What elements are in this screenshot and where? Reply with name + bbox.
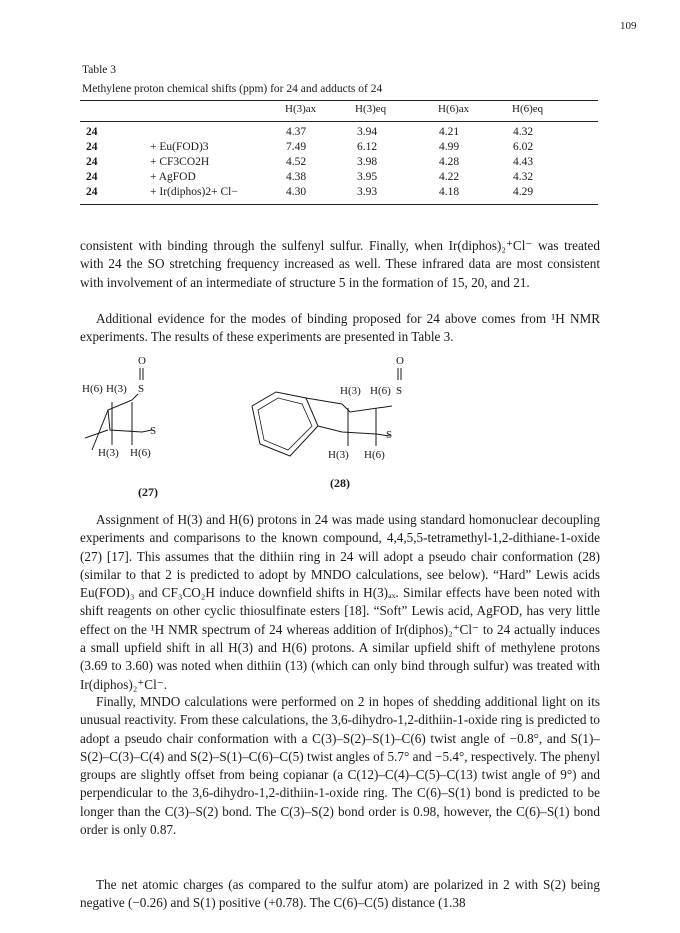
paragraph-mndo: Finally, MNDO calculations were performed on 2 in hopes of shedding additional light on its unusual reactivity. From these calculations, the 3,6-dihydro-1,2-dithiin-1-oxide ring is predicted to adopt a pseudo chair conformation with a C(3)–S(2)–S(1)–C(6) twist angle of −0.8°, and S(1)–S(2)–C(3)–C(4) and S(2)–S(1)–C(6)–C(5) twist angles of 5.7° and −5.4°, respectively. The phenyl groups are slightly offset from being copianar (a C(12)–C(4)–C(5)–C(13) twist angle of 9°) and perpendicular to the 3,6-dihydro-1,2-dithiin-1-oxide ring. The C(6)–S(1) bond is predicted to be longer than the C(3)–S(2) bond. The C(3)–S(2) bond order is 0.98, however, the C(6)–S(1) bond order is only 0.87. xyxy=(80,694,600,838)
value-cell: 4.30 xyxy=(286,186,307,198)
value-cell: 3.93 xyxy=(357,186,378,198)
value-cell: 3.95 xyxy=(357,171,378,183)
additive-cell: + Eu(FOD)3 xyxy=(150,141,209,153)
paragraph-binding: consistent with binding through the sulfenyl sulfur. Finally, when Ir(diphos)₂⁺Cl⁻ was treated with 24 the SO stretching frequency increased as well. These infrared data are most consistent with involvement of an intermediate of structure 5 in the formation of 15, 20, and 21. xyxy=(80,238,600,290)
value-cell: 4.38 xyxy=(286,171,307,183)
structure-27 xyxy=(82,355,156,459)
compound-cell: 24 xyxy=(86,126,98,138)
value-cell: 4.32 xyxy=(513,126,534,138)
additive-cell: + CF3CO2H xyxy=(150,156,210,168)
additive-cell: + Ir(diphos)2+ Cl− xyxy=(150,186,238,198)
h6-label: H(6) xyxy=(370,385,391,397)
sulfur-label: S xyxy=(150,425,157,437)
oxygen-label: O xyxy=(396,355,404,367)
h3-label: H(3) xyxy=(106,383,127,395)
value-cell: 4.21 xyxy=(439,126,460,138)
structure-label-27: (27) xyxy=(138,485,158,499)
value-cell: 6.12 xyxy=(357,141,378,153)
h3-label: H(3) xyxy=(98,447,119,459)
oxygen-label: O xyxy=(138,355,146,367)
h3-label: H(3) xyxy=(328,449,349,461)
compound-cell: 24 xyxy=(86,156,98,168)
value-cell: 7.49 xyxy=(286,141,307,153)
table-header-rule xyxy=(80,121,598,122)
value-cell: 4.29 xyxy=(513,186,534,198)
table-caption: Methylene proton chemical shifts (ppm) for 24 and adducts of 24 xyxy=(82,83,383,95)
sulfur-label: S xyxy=(386,429,393,441)
paragraph-nmr-evidence: Additional evidence for the modes of binding proposed for 24 above comes from ¹H NMR experiments. The results of these experiments are presented in Table 3. xyxy=(80,311,600,345)
value-cell: 4.43 xyxy=(513,156,534,168)
structure-figure xyxy=(80,350,420,462)
column-header: H(3)eq xyxy=(355,103,387,115)
paragraph-charges: The net atomic charges (as compared to the sulfur atom) are polarized in 2 with S(2) being negative (−0.26) and S(1) positive (+0.78). The C(6)–C(5) distance (1.38 xyxy=(80,877,600,911)
h6-label: H(6) xyxy=(82,383,103,395)
table-label: Table 3 xyxy=(82,64,117,76)
compound-cell: 24 xyxy=(86,141,98,153)
value-cell: 4.32 xyxy=(513,171,534,183)
table-top-rule xyxy=(80,100,598,101)
compound-cell: 24 xyxy=(86,186,98,198)
value-cell: 4.37 xyxy=(286,126,307,138)
compound-cell: 24 xyxy=(86,171,98,183)
h6-label: H(6) xyxy=(364,449,385,461)
structure-label-28: (28) xyxy=(330,476,350,490)
value-cell: 4.52 xyxy=(286,156,307,168)
column-header: H(6)ax xyxy=(438,103,470,115)
table-bottom-rule xyxy=(80,204,598,205)
column-header: H(3)ax xyxy=(285,103,317,115)
paragraph-assignment: Assignment of H(3) and H(6) protons in 24 was made using standard homonuclear decoupling experiments and comparisons to the known compound, 4,4,5,5-tetramethyl-1,2-dithiane-1-oxide (27) [17]. This assumes that the dithiin ring in 24 will adopt a pseudo chair conformation (28) (similar to that 2 is predicted to adopt by MNDO calculations, see below). “Hard” Lewis acids Eu(FOD)₃ and CF₃CO₂H induce downfield shifts in H(3)ₐₓ. Similar effects have been noted with shift reagents on other cyclic thiosulfinate esters [18]. “Soft” Lewis acid, AgFOD, has very little effect on the ¹H NMR spectrum of 24 whereas addition of Ir(diphos)₂⁺Cl⁻ to 24 actually induces a small upfield shift in all H(3) and H(6) protons. A similar upfield shift of methylene protons (3.69 to 3.60) was noted when dithiin (13) (which can only bind through sulfur) was treated with Ir(diphos)₂⁺Cl⁻. xyxy=(80,512,600,692)
h3-label: H(3) xyxy=(340,385,361,397)
value-cell: 4.99 xyxy=(439,141,460,153)
sulfur-label: S xyxy=(138,383,145,395)
value-cell: 4.18 xyxy=(439,186,460,198)
column-header: H(6)eq xyxy=(512,103,544,115)
sulfur-label: S xyxy=(396,385,403,397)
page-number: 109 xyxy=(620,20,637,32)
value-cell: 4.28 xyxy=(439,156,460,168)
value-cell: 4.22 xyxy=(439,171,460,183)
value-cell: 3.98 xyxy=(357,156,378,168)
value-cell: 6.02 xyxy=(513,141,534,153)
structure-28 xyxy=(252,355,404,461)
value-cell: 3.94 xyxy=(357,126,378,138)
h6-label: H(6) xyxy=(130,447,151,459)
additive-cell: + AgFOD xyxy=(150,171,196,183)
